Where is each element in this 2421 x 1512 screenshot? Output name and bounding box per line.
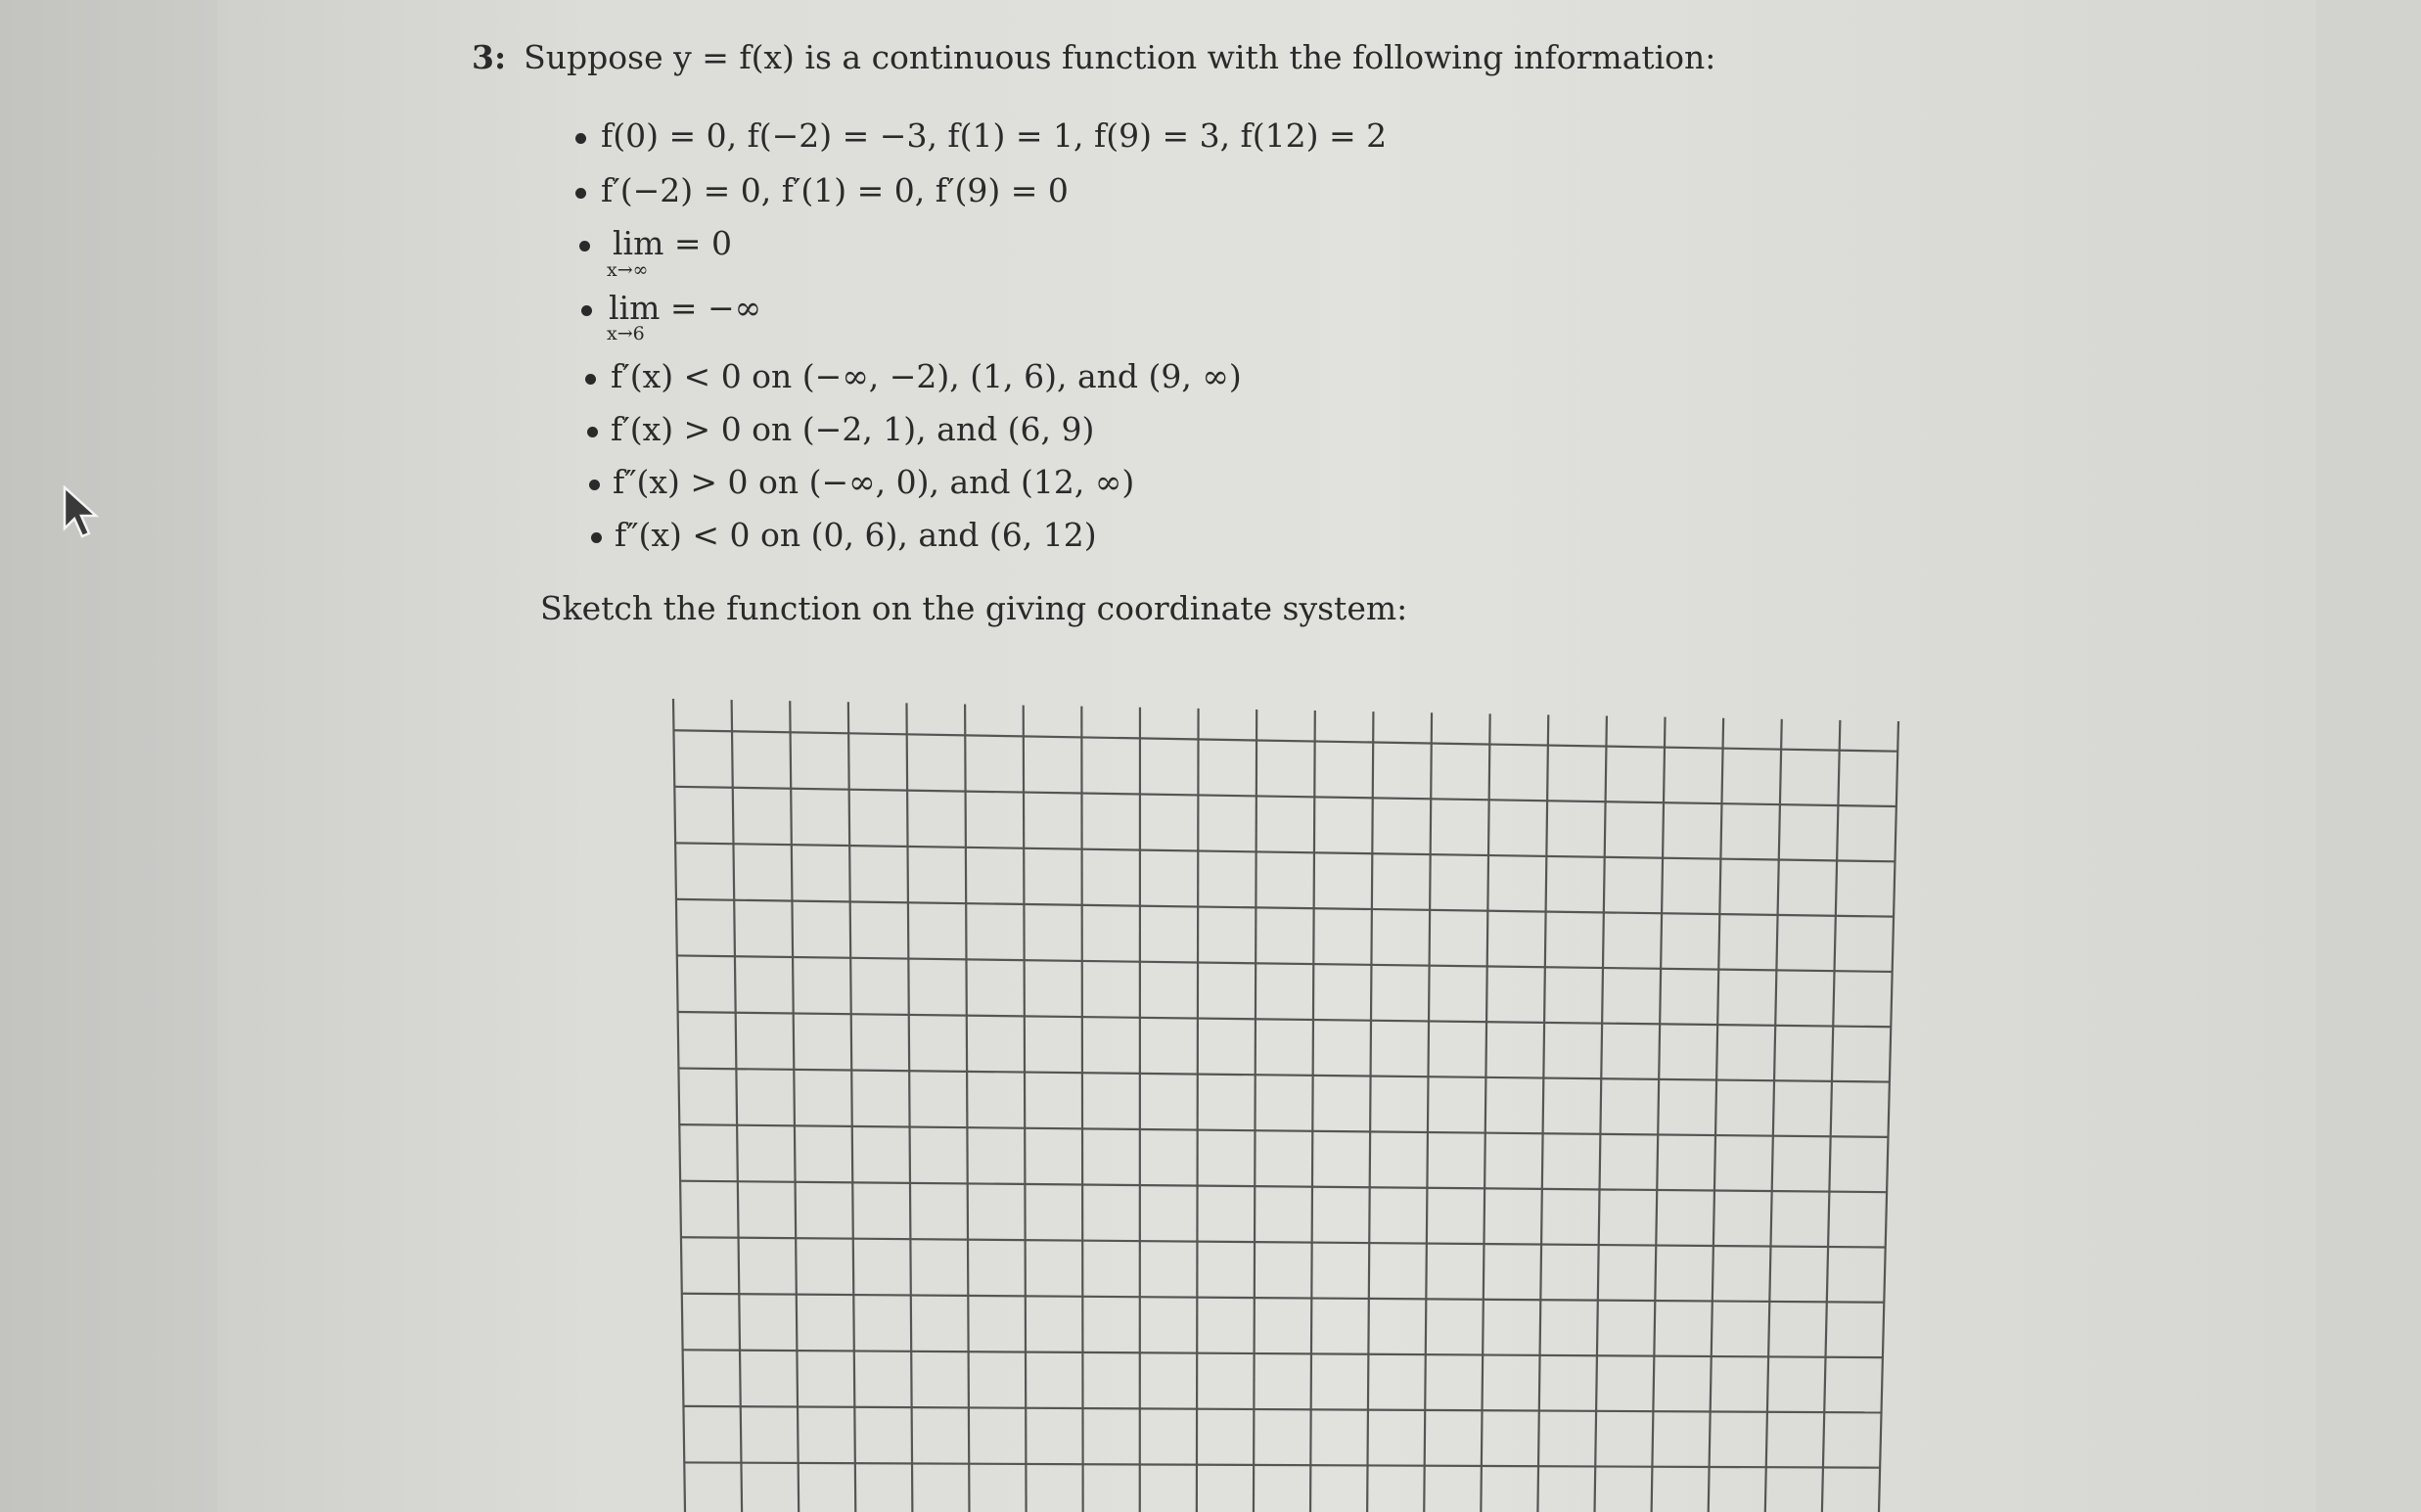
sketch-instruction: Sketch the function on the giving coordinate system: xyxy=(540,589,1408,627)
grid-horizontal-line xyxy=(680,1181,1887,1193)
grid-horizontal-line xyxy=(678,1069,1890,1082)
condition-concave-up: f″(x) > 0 on (−∞, 0), and (12, ∞) xyxy=(613,463,1135,501)
condition-concave-down: f″(x) < 0 on (0, 6), and (6, 12) xyxy=(615,516,1097,554)
grid-vertical-line xyxy=(1822,720,1840,1512)
grid-horizontal-line xyxy=(682,1294,1885,1303)
condition-limit-six: lim = −∞ xyxy=(609,289,762,327)
grid-horizontal-line xyxy=(677,955,1893,971)
grid-vertical-line xyxy=(1081,707,1082,1512)
limit-subscript-infinity: x→∞ xyxy=(607,259,649,281)
grid-lines xyxy=(673,699,1898,1512)
grid-vertical-line xyxy=(790,701,799,1512)
problem-number: 3: xyxy=(472,38,507,76)
condition-increasing: f′(x) > 0 on (−2, 1), and (6, 9) xyxy=(611,410,1095,448)
grid-horizontal-line xyxy=(676,899,1894,917)
grid-vertical-line xyxy=(965,704,969,1512)
condition-limit-infinity: lim = 0 xyxy=(613,224,733,262)
grid-vertical-line xyxy=(848,702,855,1512)
grid-vertical-line xyxy=(1254,710,1256,1512)
limit-subscript-six: x→6 xyxy=(607,323,645,344)
condition-decreasing: f′(x) < 0 on (−∞, −2), (1, 6), and (9, ∞) xyxy=(611,357,1242,395)
grid-vertical-line xyxy=(1879,721,1898,1512)
condition-critical-points: f′(−2) = 0, f′(1) = 0, f′(9) = 0 xyxy=(601,171,1069,209)
grid-horizontal-line xyxy=(673,730,1897,751)
grid-horizontal-line xyxy=(682,1350,1883,1357)
grid-vertical-line xyxy=(732,700,742,1512)
grid-vertical-line xyxy=(1024,706,1027,1512)
grid-vertical-line xyxy=(1709,718,1723,1512)
grid-horizontal-line xyxy=(679,1124,1889,1137)
grid-vertical-line xyxy=(1765,719,1782,1512)
condition-values: f(0) = 0, f(−2) = −3, f(1) = 1, f(9) = 3, f(12) = 2 xyxy=(601,116,1388,155)
grid-horizontal-line xyxy=(684,1462,1880,1467)
grid-horizontal-line xyxy=(674,787,1896,806)
grid-vertical-line xyxy=(1537,714,1548,1512)
grid-vertical-line xyxy=(1367,711,1373,1512)
grid-vertical-line xyxy=(1481,713,1489,1512)
grid-vertical-line xyxy=(1595,716,1607,1512)
grid-vertical-line xyxy=(906,703,912,1512)
problem-text: Suppose y = f(x) is a continuous function with the following information: xyxy=(524,38,1716,76)
grid-horizontal-line xyxy=(681,1237,1886,1247)
grid-vertical-line xyxy=(1652,717,1666,1512)
grid-vertical-line xyxy=(1197,709,1199,1512)
grid-horizontal-line xyxy=(675,843,1896,861)
grid-horizontal-line xyxy=(683,1406,1881,1413)
grid-vertical-line xyxy=(1310,710,1315,1512)
grid-vertical-line xyxy=(1424,712,1432,1512)
grid-vertical-line xyxy=(673,699,685,1512)
grid-horizontal-line xyxy=(678,1012,1892,1027)
